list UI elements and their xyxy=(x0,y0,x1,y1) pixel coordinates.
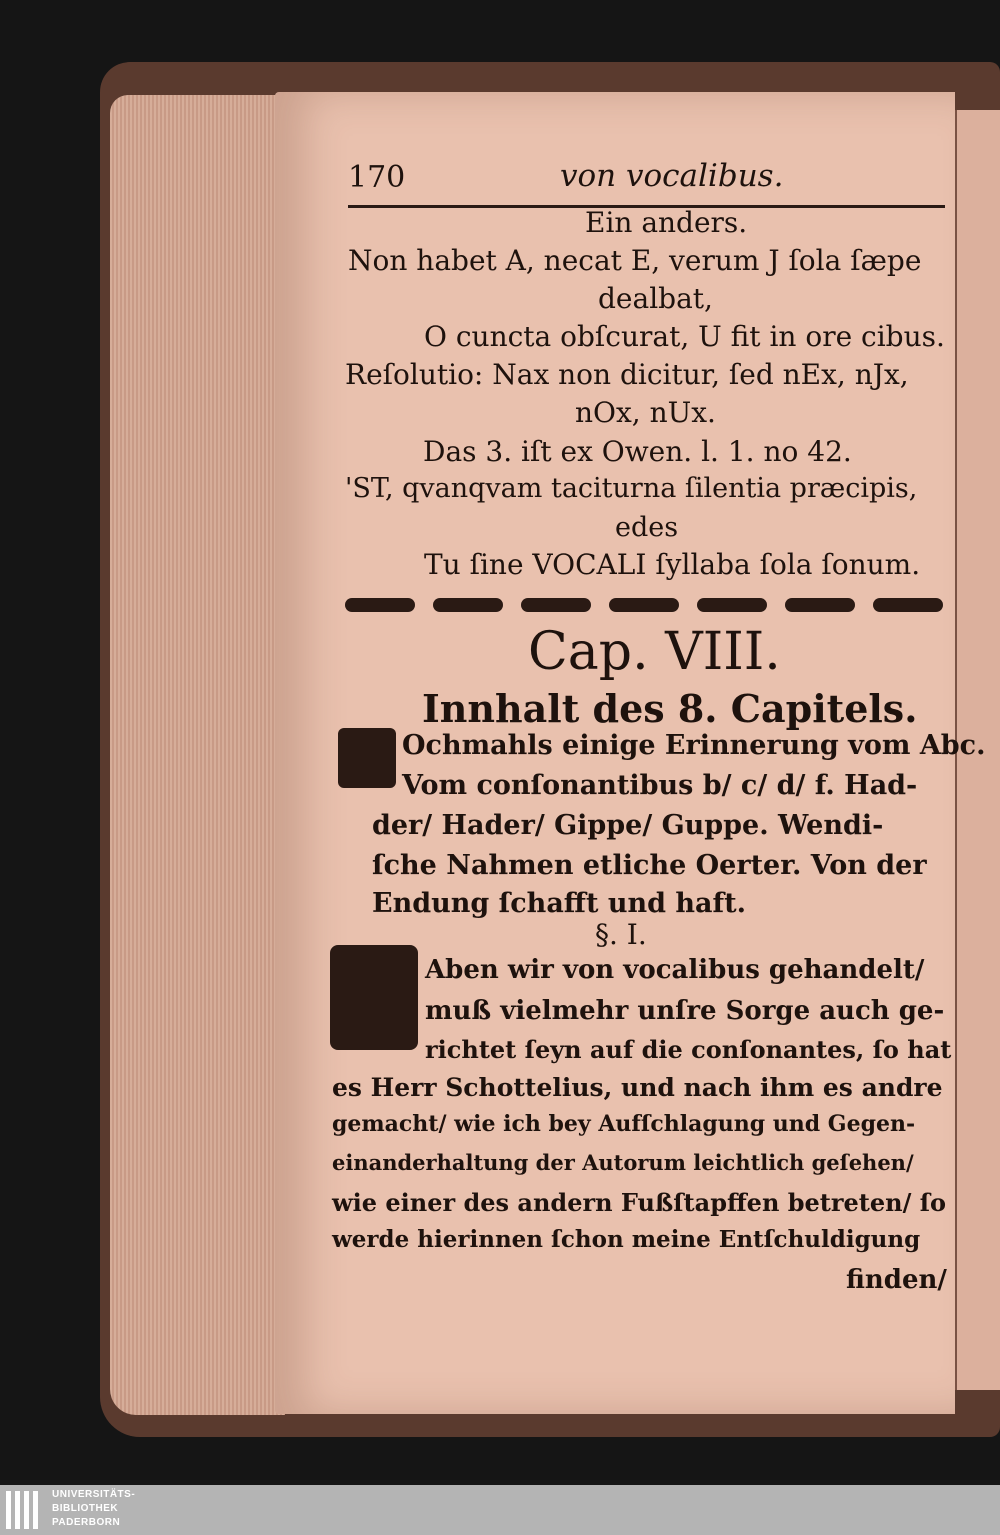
decorated-initial-h xyxy=(330,945,418,1050)
body-line: O cuncta obſcurat, U fit in ore cibus. xyxy=(424,320,945,353)
summary-line: Ochmahls einige Erinnerung vom Abc. xyxy=(402,730,986,761)
paragraph-line: werde hierinnen ſchon meine Entſchuldigung xyxy=(332,1226,921,1253)
body-line: edes xyxy=(615,512,679,543)
summary-line: der/ Hader/ Gippe/ Guppe. Wendi- xyxy=(372,810,884,841)
library-name-line: PADERBORN xyxy=(52,1517,121,1528)
ornamental-divider xyxy=(345,592,943,618)
summary-line: Endung ſchafft und haft. xyxy=(372,888,746,919)
body-line: 'ST, qvanqvam taciturna ſilentia præcipis, xyxy=(345,473,918,504)
body-line: Non habet A, necat E, verum J ſola ſæpe xyxy=(348,244,922,277)
body-line: nOx, nUx. xyxy=(575,396,716,429)
paragraph-line: gemacht/ wie ich bey Aufſchlagung und Gegen- xyxy=(332,1111,916,1137)
paragraph-line: Aben wir von vocalibus gehandelt/ xyxy=(425,955,925,985)
summary-line: ſche Nahmen etliche Oerter. Von der xyxy=(372,850,927,881)
body-line: Tu ſine VOCALI ſyllaba ſola ſonum. xyxy=(424,548,921,581)
paragraph-line: wie einer des andern Fußſtapffen betreten/ ſo xyxy=(332,1188,947,1217)
section-mark: §. I. xyxy=(595,918,647,951)
paragraph-line: richtet ſeyn auf die conſonantes, ſo hat xyxy=(425,1035,952,1064)
body-line: dealbat, xyxy=(598,282,713,315)
library-name-line: BIBLIOTHEK xyxy=(52,1503,119,1514)
body-line: Das 3. iſt ex Owen. l. 1. no 42. xyxy=(423,435,852,468)
paragraph-line: einanderhaltung der Autorum leichtlich geſehen/ xyxy=(332,1150,914,1175)
catchword: finden/ xyxy=(846,1265,947,1295)
running-title: von vocalibus. xyxy=(560,158,784,194)
chapter-subtitle: Innhalt des 8. Capitels. xyxy=(422,686,918,731)
library-name-line: UNIVERSITÄTS- xyxy=(52,1489,136,1500)
body-line: Ein anders. xyxy=(585,206,748,239)
paragraph-line: es Herr Schottelius, und nach ihm es andre xyxy=(332,1073,943,1102)
decorated-initial-n xyxy=(338,728,396,788)
chapter-title: Cap. VIII. xyxy=(528,622,781,682)
summary-line: Vom conſonantibus b/ c/ d/ f. Had- xyxy=(402,770,918,801)
page-edges xyxy=(110,95,285,1415)
paragraph-line: muß vielmehr unſre Sorge auch ge- xyxy=(425,996,945,1026)
library-logo-icon xyxy=(6,1491,42,1529)
page-number: 170 xyxy=(348,160,406,195)
library-footer xyxy=(0,1485,1000,1535)
body-line: Reſolutio: Nax non dicitur, ſed nEx, nJx, xyxy=(345,358,909,391)
